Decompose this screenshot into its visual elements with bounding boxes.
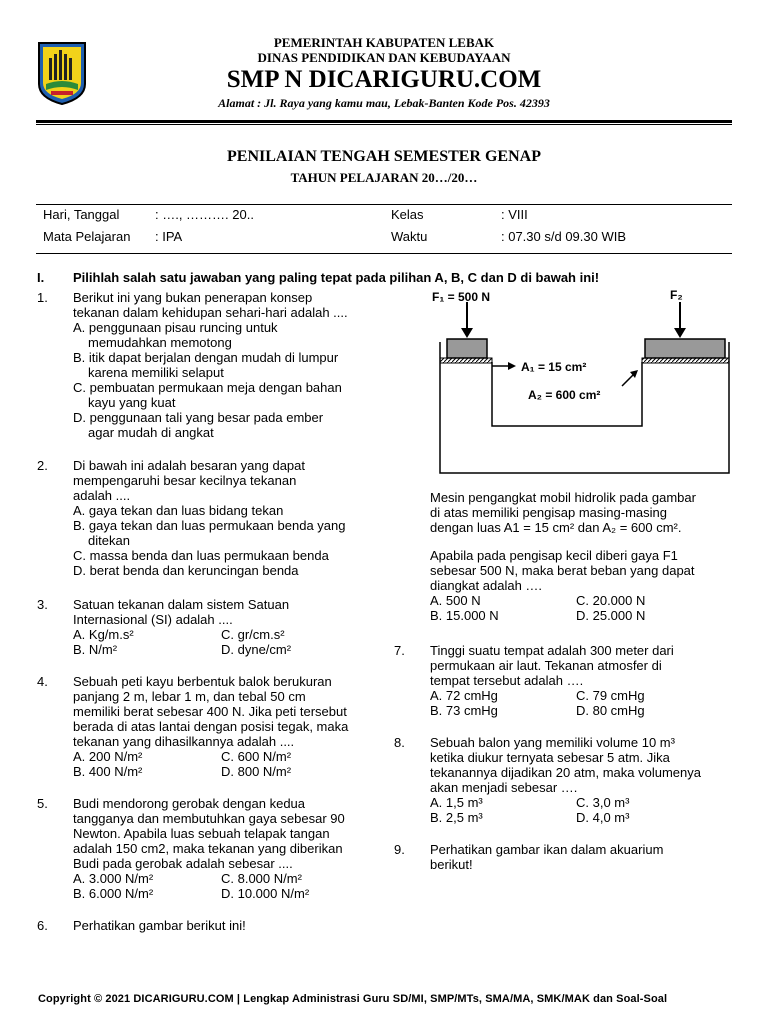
force-f2-label: F₂	[670, 288, 683, 302]
option-b-cont: karena memiliki selaput	[88, 365, 224, 380]
question-text: tekanan yang dihasilkannya adalah ....	[73, 734, 295, 749]
question-text: Satuan tekanan dalam sistem Satuan	[73, 597, 290, 612]
question-text: di atas memiliki pengisap masing-masing	[430, 505, 667, 520]
question-number: 5.	[37, 796, 48, 811]
question-6	[37, 918, 387, 933]
question-text: mempengaruhi besar kecilnya tekanan	[73, 473, 297, 488]
option-b: B. gaya tekan dan luas permukaan benda yang	[73, 518, 346, 533]
option-a: A. 3.000 N/m²	[73, 871, 154, 886]
question-text: tekanan dalam kehidupan sehari-hari adalah ....	[73, 305, 348, 320]
question-text: Perhatikan gambar ikan dalam akuarium	[430, 842, 664, 857]
question-text: Mesin pengangkat mobil hidrolik pada gambar	[430, 490, 696, 505]
area-a2-label: A₂ = 600 cm²	[528, 388, 601, 402]
question-number: 3.	[37, 597, 48, 612]
question-text: dengan luas A1 = 15 cm² dan A₂ = 600 cm².	[430, 520, 682, 535]
question-text: Budi mendorong gerobak dengan kedua	[73, 796, 306, 811]
school-address: Alamat : Jl. Raya yang kamu mau, Lebak-Banten Kode Pos. 42393	[218, 96, 550, 110]
subject-value: : IPA	[155, 229, 183, 244]
area-a1-label: A₁ = 15 cm²	[521, 360, 587, 374]
question-5	[37, 796, 387, 901]
question-number: 6.	[37, 918, 48, 933]
question-7	[394, 643, 739, 718]
option-b: B. 6.000 N/m²	[73, 886, 154, 901]
question-text: Apabila pada pengisap kecil diberi gaya F1	[430, 548, 678, 563]
question-text: Tinggi suatu tempat adalah 300 meter dari	[430, 643, 674, 658]
spacer	[430, 535, 740, 548]
question-text: tangganya dan membutuhkan gaya sebesar 90	[73, 811, 345, 826]
question-text: memiliki berat sebesar 400 N. Jika peti tersebut	[73, 704, 347, 719]
option-b: B. 2,5 m³	[430, 810, 483, 825]
option-b: B. 400 N/m²	[73, 764, 143, 779]
question-text: ketika diukur ternyata sebesar 5 atm. Jika	[430, 750, 670, 765]
option-d: D. dyne/cm²	[221, 642, 292, 657]
option-c: C. 8.000 N/m²	[221, 871, 302, 886]
day-value: : …., ………. 20..	[155, 207, 254, 222]
option-a: A. 1,5 m³	[430, 795, 483, 810]
school-name: SMP N DICARIGURU.COM	[226, 66, 542, 93]
option-c: C. 20.000 N	[576, 593, 646, 608]
info-top-rule	[36, 204, 732, 205]
question-text: Berikut ini yang bukan penerapan konsep	[73, 290, 313, 305]
option-a: A. 200 N/m²	[73, 749, 143, 764]
option-c: C. pembuatan permukaan meja dengan bahan	[73, 380, 342, 395]
day-label: Hari, Tanggal	[43, 207, 120, 222]
question-text: Sebuah balon yang memiliki volume 10 m³	[430, 735, 675, 750]
question-8	[394, 735, 739, 825]
question-text: sebesar 500 N, maka berat beban yang dapat	[430, 563, 695, 578]
header-divider	[36, 120, 732, 123]
option-a: A. 500 N	[430, 593, 481, 608]
question-number: 2.	[37, 458, 48, 473]
option-b: B. itik dapat berjalan dengan mudah di lumpur	[73, 350, 339, 365]
force-f1-label: F₁ = 500 N	[432, 290, 490, 304]
header-line-government: PEMERINTAH KABUPATEN LEBAK	[273, 35, 495, 50]
header-line-department: DINAS PENDIDIKAN DAN KEBUDAYAAN	[257, 50, 511, 65]
option-d: D. 4,0 m³	[576, 810, 630, 825]
option-a-cont: memudahkan memotong	[88, 335, 232, 350]
question-number: 8.	[394, 735, 405, 750]
exam-title: PENILAIAN TENGAH SEMESTER GENAP	[227, 148, 541, 165]
option-a: A. penggunaan pisau runcing untuk	[73, 320, 278, 335]
question-number: 7.	[394, 643, 405, 658]
option-b: B. 73 cmHg	[430, 703, 498, 718]
option-d: D. 25.000 N	[576, 608, 646, 623]
question-number: 1.	[37, 290, 48, 305]
question-number: 4.	[37, 674, 48, 689]
question-text: adalah ....	[73, 488, 131, 503]
question-text: tekanannya dijadikan 20 atm, maka volumenya	[430, 765, 701, 780]
question-4	[37, 674, 387, 779]
option-d: D. 800 N/m²	[221, 764, 292, 779]
option-d: D. 80 cmHg	[576, 703, 645, 718]
class-label: Kelas	[391, 207, 424, 222]
option-c: C. massa benda dan luas permukaan benda	[73, 548, 329, 563]
question-text: Internasional (SI) adalah ....	[73, 612, 233, 627]
question-2	[37, 458, 387, 578]
question-text: akan menjadi sebesar ….	[430, 780, 578, 795]
option-a: A. Kg/m.s²	[73, 627, 134, 642]
header-divider-thin	[36, 124, 732, 125]
question-3	[37, 597, 387, 657]
section-instruction: Pilihlah salah satu jawaban yang paling tepat pada pilihan A, B, C dan D di bawah ini!	[73, 270, 600, 285]
option-d-cont: agar mudah di angkat	[88, 425, 214, 440]
question-number: 9.	[394, 842, 405, 857]
question-text: Newton. Apabila luas sebuah telapak tangan	[73, 826, 330, 841]
question-text: Budi pada gerobak adalah sebesar ....	[73, 856, 293, 871]
question-9	[394, 842, 739, 872]
question-text: berikut!	[430, 857, 473, 872]
school-year: TAHUN PELAJARAN 20…/20…	[290, 170, 478, 185]
question-text: Sebuah peti kayu berbentuk balok berukuran	[73, 674, 332, 689]
info-bottom-rule	[36, 253, 732, 254]
option-b-cont: ditekan	[88, 533, 130, 548]
question-text: diangkat adalah ….	[430, 578, 543, 593]
option-c: C. 600 N/m²	[221, 749, 292, 764]
option-c: C. 79 cmHg	[576, 688, 645, 703]
question-text: adalah 150 cm2, maka tekanan yang diberikan	[73, 841, 343, 856]
option-b: B. N/m²	[73, 642, 118, 657]
option-c: C. gr/cm.s²	[221, 627, 285, 642]
question-text: permukaan air laut. Tekanan atmosfer di	[430, 658, 662, 673]
question-text: panjang 2 m, lebar 1 m, dan tebal 50 cm	[73, 689, 306, 704]
option-a: A. gaya tekan dan luas bidang tekan	[73, 503, 284, 518]
question-text: tempat tersebut adalah ….	[430, 673, 584, 688]
question-1	[37, 290, 387, 440]
option-c-cont: kayu yang kuat	[88, 395, 176, 410]
option-d: D. berat benda dan keruncingan benda	[73, 563, 299, 578]
question-text: Perhatikan gambar berikut ini!	[73, 918, 246, 933]
copyright-footer: Copyright © 2021 DICARIGURU.COM | Lengkap Administrasi Guru SD/MI, SMP/MTs, SMA/MA, SMK/MAK dan Soal-Soal	[38, 993, 668, 1005]
option-c: C. 3,0 m³	[576, 795, 630, 810]
option-d: D. penggunaan tali yang besar pada ember	[73, 410, 324, 425]
option-b: B. 15.000 N	[430, 608, 499, 623]
class-value: : VIII	[501, 207, 528, 222]
time-label: Waktu	[391, 229, 428, 244]
subject-label: Mata Pelajaran	[43, 229, 131, 244]
section-number: I.	[37, 270, 45, 285]
time-value: : 07.30 s/d 09.30 WIB	[501, 229, 627, 244]
option-d: D. 10.000 N/m²	[221, 886, 310, 901]
question-text: Di bawah ini adalah besaran yang dapat	[73, 458, 306, 473]
question-text: berada di atas lantai dengan posisi tegak, maka	[73, 719, 349, 734]
option-a: A. 72 cmHg	[430, 688, 498, 703]
question-6-body	[430, 490, 740, 623]
hydraulic-press-diagram	[432, 286, 732, 476]
